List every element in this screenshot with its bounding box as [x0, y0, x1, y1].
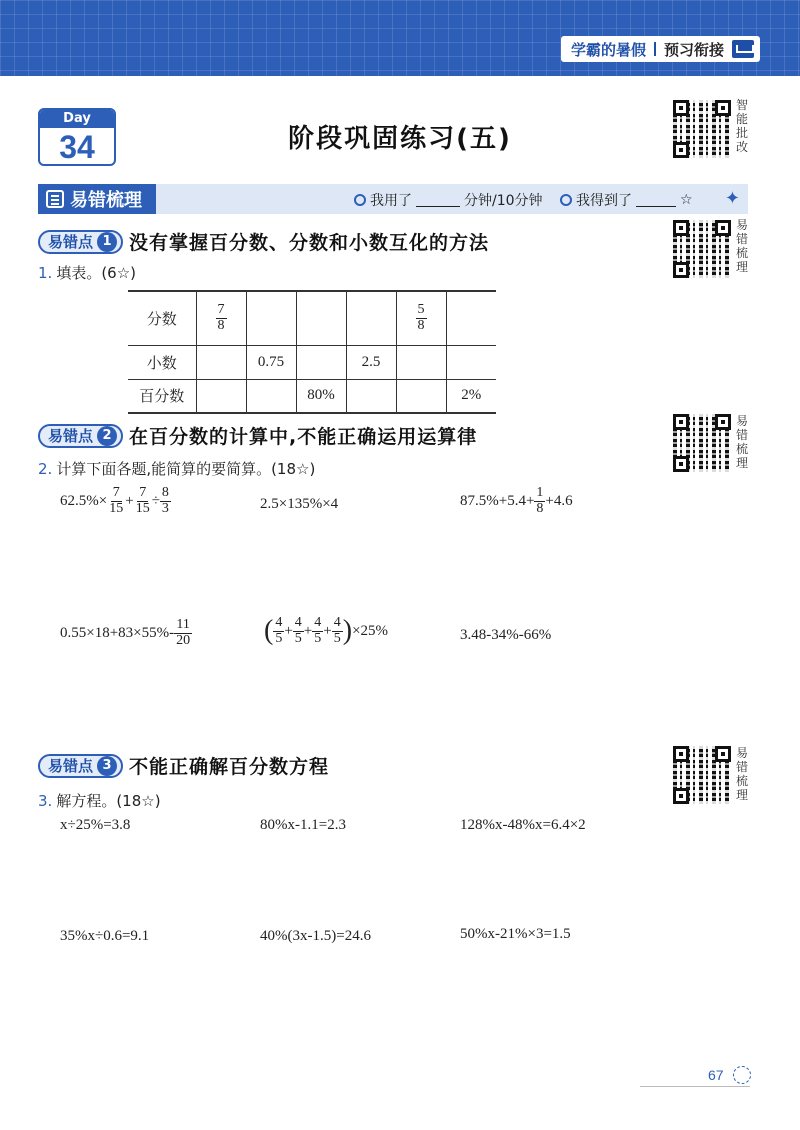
table-cell: 2% [446, 379, 496, 413]
error-point-3 [38, 752, 329, 779]
qr-label-smart-grading: 智 能 批 改 [736, 98, 749, 154]
row-header-decimal: 小数 [128, 345, 196, 379]
laptop-icon [732, 40, 754, 58]
time-record: 我用了 分钟/10分钟 [354, 190, 543, 210]
qr-label-point-2: 易 错 梳 理 [736, 414, 749, 470]
error-point-text: 没有掌握百分数、分数和小数互化的方法 [129, 232, 490, 254]
table-row-percent [128, 379, 496, 413]
table-cell-blank[interactable] [296, 291, 346, 345]
equation-4: 35%x÷0.6=9.1 [60, 928, 150, 944]
table-cell: $\frac{5}{8}$ [396, 291, 446, 345]
calc-expression-1: 62.5%× $\frac{7}{15}$ + $\frac{7}{15}$ ÷ $\frac{8}{3}$ [60, 485, 169, 516]
fill-table [128, 290, 496, 414]
qr-code-smart-grading[interactable] [673, 100, 731, 158]
brand-right: 预习衔接 [663, 40, 724, 59]
table-row-decimal [128, 345, 496, 379]
top-banner [0, 0, 800, 76]
error-point-1 [38, 228, 489, 255]
table-cell-blank[interactable] [246, 379, 296, 413]
check-circle-icon [560, 194, 572, 206]
equation-2: 80%x-1.1=2.3 [260, 817, 346, 833]
page-number: 67 [708, 1067, 724, 1083]
error-point-text: 在百分数的计算中,不能正确运用运算律 [129, 426, 478, 448]
star-icon: ✦ [724, 188, 740, 209]
score-blank[interactable] [636, 193, 676, 207]
table-cell-blank[interactable] [346, 291, 396, 345]
list-icon [46, 190, 64, 208]
table-cell-blank[interactable] [446, 291, 496, 345]
calc-expression-4: 0.55×18+83×55%- $\frac{11}{20}$ [60, 617, 191, 648]
error-point-text: 不能正确解百分数方程 [129, 756, 330, 778]
calc-expression-5: ( $\frac{4}{5}$ + $\frac{4}{5}$ + $\frac{4}{5}$ + $\frac{4}{5}$ ) ×25% [264, 615, 389, 647]
error-point-2 [38, 422, 477, 449]
table-cell-blank[interactable] [396, 379, 446, 413]
time-blank[interactable] [416, 193, 460, 207]
table-cell-blank[interactable] [346, 379, 396, 413]
calc-expression-2: 2.5×135%×4 [260, 496, 339, 512]
table-cell-blank[interactable] [196, 379, 246, 413]
table-cell: 2.5 [346, 345, 396, 379]
qr-label-point-3: 易 错 梳 理 [736, 746, 749, 802]
question-2: 2. 计算下面各题,能简算的要简算。(18☆) [38, 460, 316, 478]
section-title: 易错梳理 [38, 184, 156, 214]
row-header-fraction: 分数 [128, 291, 196, 345]
equation-1: x÷25%=3.8 [60, 817, 131, 833]
qr-code-point-1[interactable] [673, 220, 731, 278]
day-label: Day [40, 110, 114, 128]
qr-label-point-1: 易 错 梳 理 [736, 218, 749, 274]
table-cell-blank[interactable] [196, 345, 246, 379]
calc-expression-3: 87.5%+5.4+ $\frac{1}{8}$ +4.6 [460, 485, 573, 516]
brand-left: 学霸的暑假 [570, 40, 646, 59]
table-cell: $\frac{7}{8}$ [196, 291, 246, 345]
table-cell-blank[interactable] [246, 291, 296, 345]
table-cell-blank[interactable] [446, 345, 496, 379]
row-header-percent: 百分数 [128, 379, 196, 413]
qr-code-point-3[interactable] [673, 746, 731, 804]
equation-3: 128%x-48%x=6.4×2 [460, 817, 586, 833]
question-1: 1. 填表。(6☆) [38, 264, 137, 282]
equation-6: 50%x-21%×3=1.5 [460, 926, 571, 942]
table-cell: 0.75 [246, 345, 296, 379]
error-point-tag: 易错点 1 [38, 230, 123, 254]
sun-icon [733, 1066, 751, 1084]
error-point-tag: 易错点 2 [38, 424, 123, 448]
equation-5: 40%(3x-1.5)=24.6 [260, 928, 371, 944]
brand-separator [654, 42, 656, 56]
table-cell-blank[interactable] [396, 345, 446, 379]
day-number: 34 [59, 129, 95, 165]
calc-expression-6: 3.48-34%-66% [460, 627, 552, 643]
clock-icon [354, 194, 366, 206]
footer-divider [640, 1086, 750, 1087]
page-title: 阶段巩固练习(五) [288, 124, 512, 154]
error-point-tag: 易错点 3 [38, 754, 123, 778]
qr-code-point-2[interactable] [673, 414, 731, 472]
question-3: 3. 解方程。(18☆) [38, 792, 161, 810]
score-record: 我得到了 ☆ [560, 190, 693, 210]
brand-label [561, 36, 760, 62]
table-row-fraction [128, 291, 496, 345]
table-cell: 80% [296, 379, 346, 413]
table-cell-blank[interactable] [296, 345, 346, 379]
section-bar [38, 184, 748, 214]
